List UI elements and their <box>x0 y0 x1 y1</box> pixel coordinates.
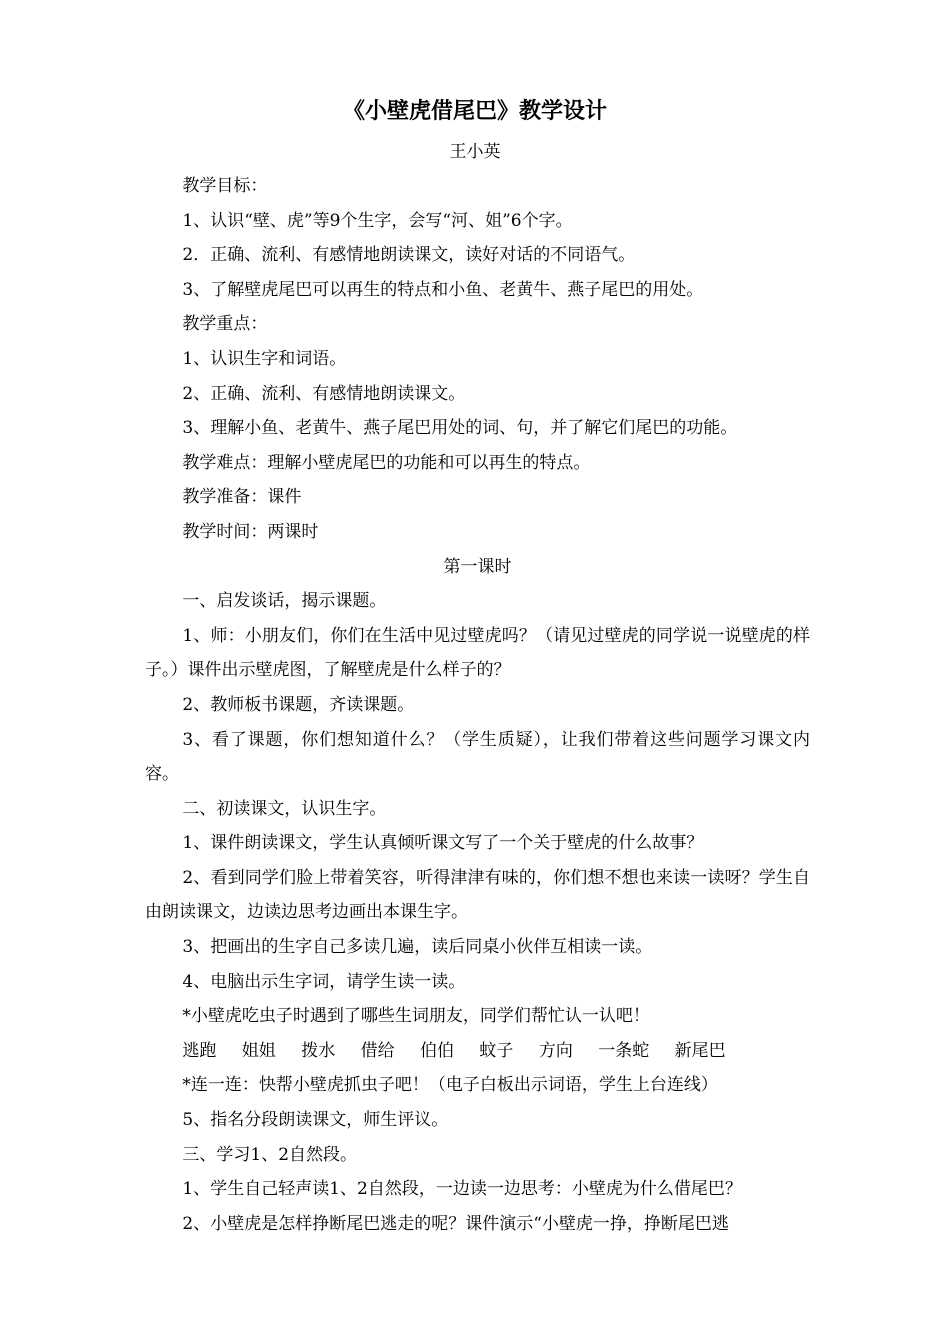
lesson-paragraph: 3、看了课题，你们想知道什么？（学生质疑），让我们带着这些问题学习课文内容。 <box>145 729 810 785</box>
vocabulary-word: 拨水 <box>301 1040 336 1061</box>
difficulty-line: 教学难点：理解小壁虎尾巴的功能和可以再生的特点。 <box>182 452 591 473</box>
lesson-paragraph: 二、初读课文，认识生字。 <box>182 798 387 819</box>
section-heading-goals: 教学目标： <box>182 176 268 196</box>
goal-item: 3、了解壁虎尾巴可以再生的特点和小鱼、老黄牛、燕子尾巴的用处。 <box>182 279 704 300</box>
lesson-paragraph: 4、电脑出示生字词，请学生读一读。 <box>182 971 466 992</box>
lesson-paragraph: 一、启发谈话，揭示课题。 <box>182 591 387 612</box>
key-point-item: 3、理解小鱼、老黄牛、燕子尾巴用处的词、句，并了解它们尾巴的功能。 <box>182 418 738 439</box>
vocabulary-word: 伯伯 <box>420 1040 455 1061</box>
section-heading-key-points: 教学重点： <box>182 314 268 335</box>
lesson-paragraph: 1、学生自己轻声读1、2自然段，一边读一边思考：小壁虎为什么借尾巴？ <box>182 1179 742 1200</box>
vocabulary-word: 方向 <box>538 1040 573 1061</box>
lesson-paragraph: 5、指名分段朗读课文，师生评议。 <box>182 1110 449 1131</box>
lesson-paragraph: 2、看到同学们脸上带着笑容，听得津津有味的，你们想不想也来读一读呀？学生自由朗读课文，边读边思考边画出本课生字。 <box>145 867 810 923</box>
document-title: 《小壁虎借尾巴》教学设计 <box>342 99 607 124</box>
vocabulary-word: 逃跑 <box>182 1040 217 1061</box>
lesson-paragraph: 三、学习1、2自然段。 <box>182 1144 358 1165</box>
lesson-paragraph: 2、教师板书课题，齐读课题。 <box>182 694 415 715</box>
lesson-paragraph: *连一连：快帮小壁虎抓虫子吧！（电子白板出示词语，学生上台连线） <box>182 1075 718 1096</box>
goal-item: 2．正确、流利、有感情地朗读课文，读好对话的不同语气。 <box>182 245 636 266</box>
vocabulary-word: 新尾巴 <box>674 1040 726 1061</box>
vocabulary-word: 蚊子 <box>479 1040 514 1061</box>
vocabulary-word: 借给 <box>360 1040 395 1061</box>
time-line: 教学时间：两课时 <box>182 521 319 542</box>
key-point-item: 2、正确、流利、有感情地朗读课文。 <box>182 383 466 404</box>
document-author: 王小英 <box>449 142 501 162</box>
vocabulary-word: 姐姐 <box>241 1040 276 1061</box>
goal-item: 1、认识“壁、虎”等9个生字，会写“河、姐”6个字。 <box>182 210 573 231</box>
lesson-paragraph: 3、把画出的生字自己多读几遍，读后同桌小伙伴互相读一读。 <box>182 937 653 958</box>
preparation-line: 教学准备：课件 <box>182 487 302 508</box>
key-point-item: 1、认识生字和词语。 <box>182 348 347 369</box>
vocabulary-list <box>145 1034 810 1069</box>
lesson-paragraph: 1、课件朗读课文，学生认真倾听课文写了一个关于壁虎的什么故事？ <box>182 833 704 854</box>
vocabulary-word: 一条蛇 <box>598 1040 650 1061</box>
lesson-paragraph: 1、师：小朋友们，你们在生活中见过壁虎吗？（请见过壁虎的同学说一说壁虎的样子。）课件出示壁虎图，了解壁虎是什么样子的？ <box>145 625 810 681</box>
lesson-paragraph: *小壁虎吃虫子时遇到了哪些生词朋友，同学们帮忙认一认吧！ <box>182 1006 650 1027</box>
lesson-heading: 第一课时 <box>443 556 512 577</box>
lesson-paragraph: 2、小壁虎是怎样挣断尾巴逃走的呢？课件演示“小壁虎一挣，挣断尾巴逃 <box>182 1213 729 1234</box>
document-body <box>145 169 810 1241</box>
